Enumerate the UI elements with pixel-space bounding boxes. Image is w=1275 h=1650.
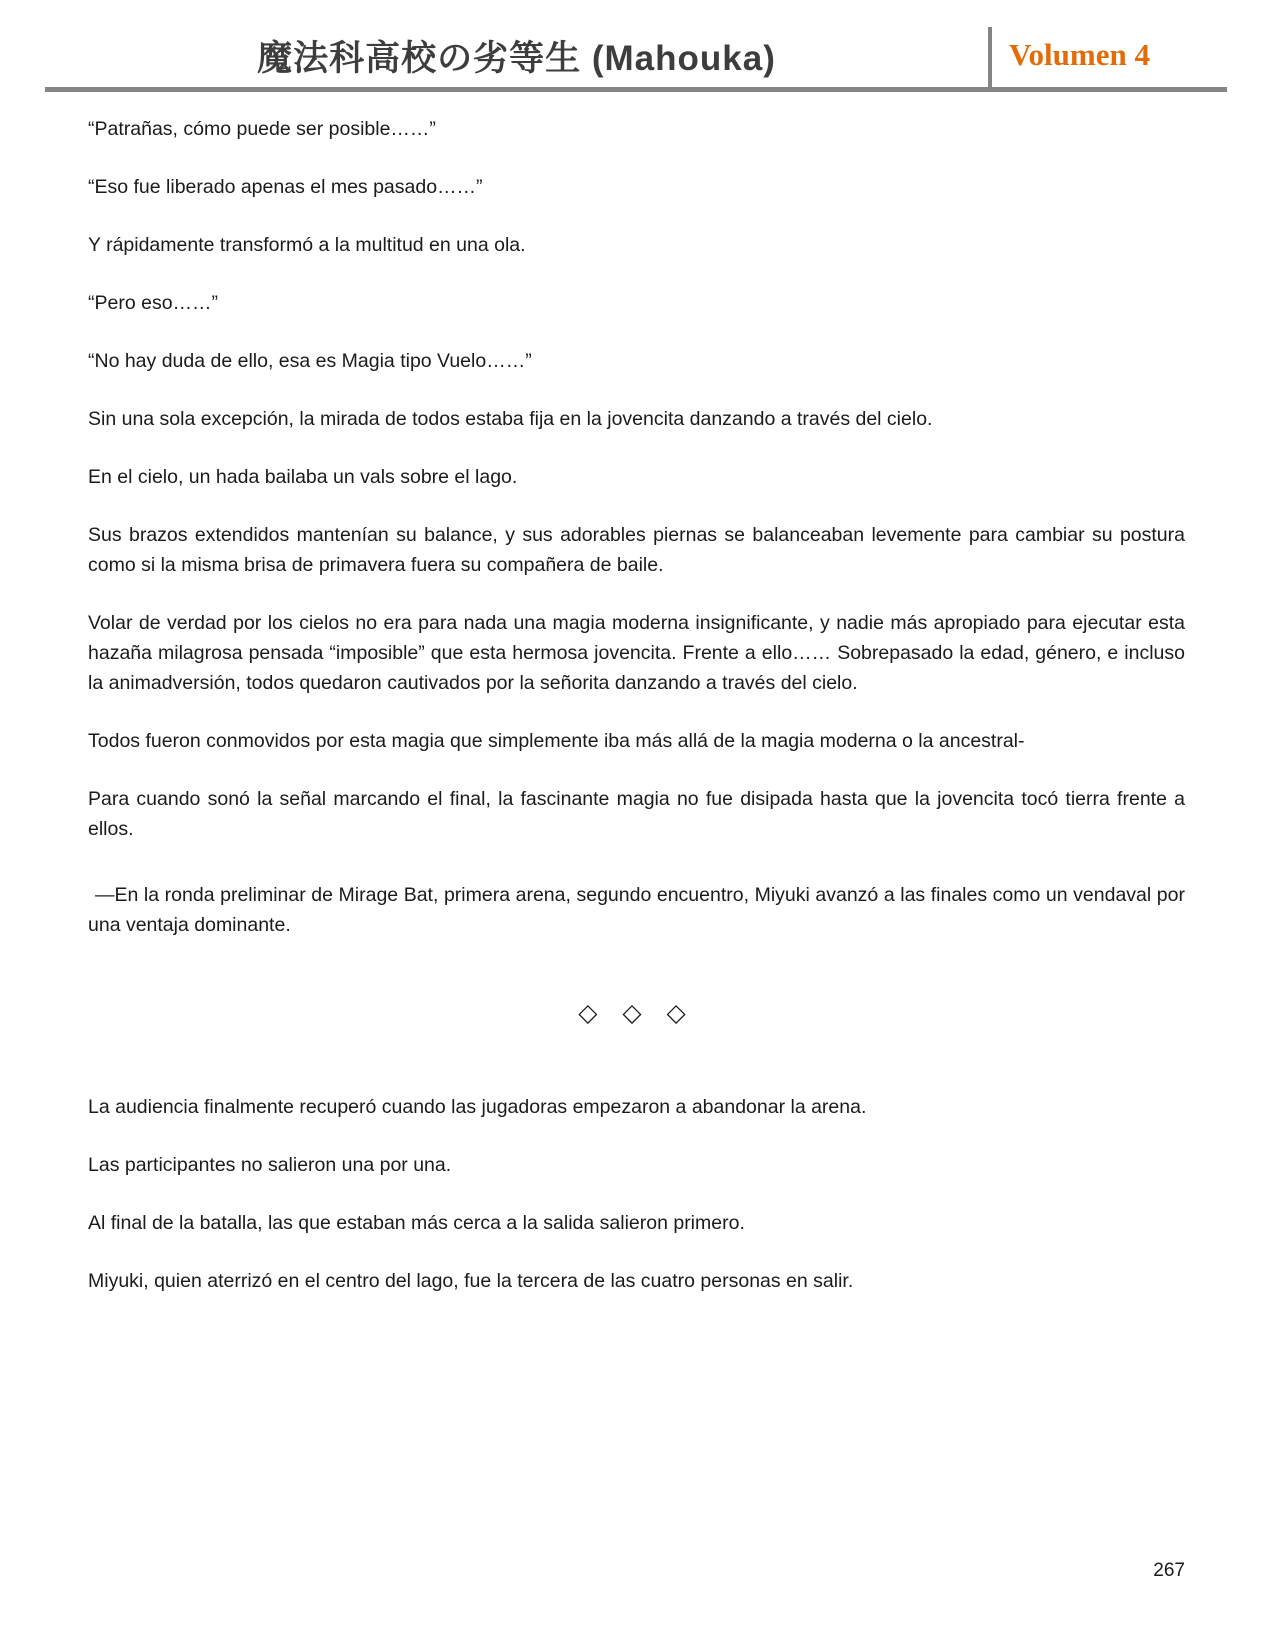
header-title-area bbox=[45, 0, 988, 87]
page-title: 魔法科高校の劣等生 (Mahouka) bbox=[257, 39, 776, 78]
paragraph: Todos fueron conmovidos por esta magia que simplemente iba más allá de la magia moderna o la ancestral- bbox=[88, 730, 1025, 752]
paragraph: Y rápidamente transformó a la multitud en una ola. bbox=[88, 234, 526, 256]
paragraph: Para cuando sonó la señal marcando el final, la fascinante magia no fue disipada hasta que la jovencita tocó tierra frente a ellos. bbox=[88, 788, 1185, 840]
paragraph: Miyuki, quien aterrizó en el centro del lago, fue la tercera de las cuatro personas en salir. bbox=[88, 1270, 854, 1292]
paragraph: “No hay duda de ello, esa es Magia tipo Vuelo……” bbox=[88, 350, 532, 372]
paragraph: Sin una sola excepción, la mirada de todos estaba fija en la jovencita danzando a través del cielo. bbox=[88, 408, 933, 430]
paragraph: “Eso fue liberado apenas el mes pasado……” bbox=[88, 176, 483, 198]
page-number: 267 bbox=[1153, 1560, 1185, 1581]
paragraph: Volar de verdad por los cielos no era para nada una magia moderna insignificante, y nadie más apropiado para ejecutar esta hazaña milagrosa pensada “imposible” que esta hermosa jovencita. Frente a ello…… Sobrepasado la edad, género, e incluso la animadversión, todos quedaron cautivados por la señorita danzando a través del cielo. bbox=[88, 612, 1185, 694]
page-header bbox=[45, 0, 1227, 92]
paragraph: “Patrañas, cómo puede ser posible……” bbox=[88, 118, 436, 140]
paragraph: La audiencia finalmente recuperó cuando las jugadoras empezaron a abandonar la arena. bbox=[88, 1096, 867, 1118]
paragraph: En el cielo, un hada bailaba un vals sobre el lago. bbox=[88, 466, 518, 488]
paragraph: Sus brazos extendidos mantenían su balance, y sus adorables piernas se balanceaban levemente para cambiar su postura como si la misma brisa de primavera fuera su compañera de baile. bbox=[88, 524, 1185, 576]
volume-label: Volumen 4 bbox=[1009, 37, 1150, 72]
paragraph: Las participantes no salieron una por una. bbox=[88, 1154, 452, 1176]
paragraph: —En la ronda preliminar de Mirage Bat, primera arena, segundo encuentro, Miyuki avanzó a las finales como un vendaval por una ventaja dominante. bbox=[88, 884, 1185, 936]
document-body bbox=[88, 114, 1185, 1324]
paragraph: “Pero eso……” bbox=[88, 292, 219, 314]
header-volume-area bbox=[992, 0, 1227, 87]
scene-break-diamonds: ◇ ◇ ◇ bbox=[578, 999, 695, 1027]
paragraph: Al final de la batalla, las que estaban más cerca a la salida salieron primero. bbox=[88, 1212, 745, 1234]
